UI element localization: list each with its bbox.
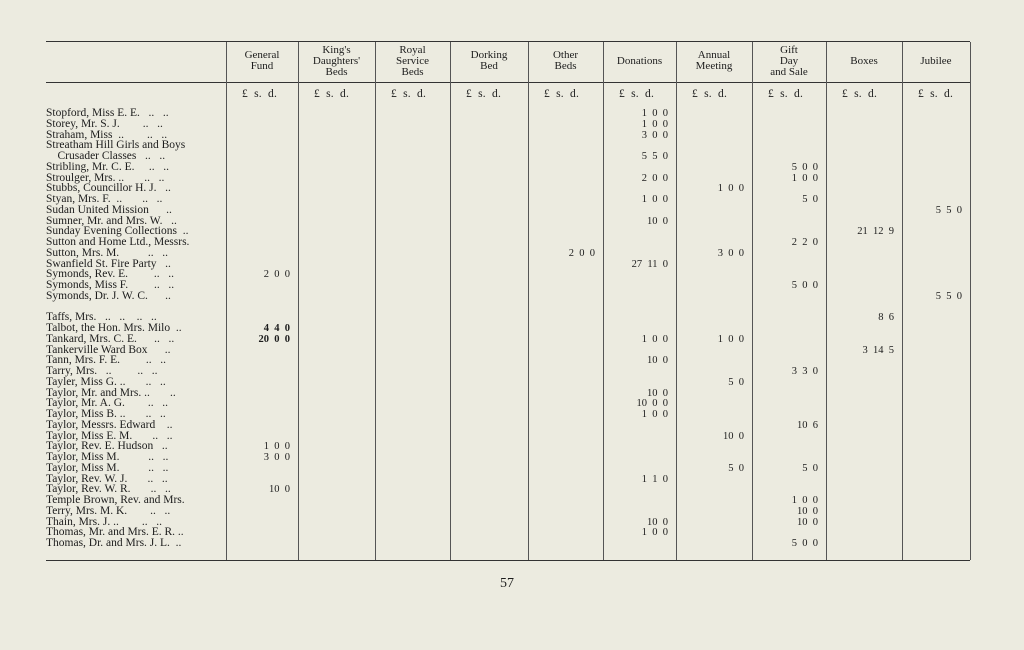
subscriber-name: Crusader Classes .. .. (46, 150, 166, 162)
currency-unit-label: £ s. d. (466, 88, 502, 100)
subscriber-name: Thomas, Dr. and Mrs. J. L. .. (46, 537, 182, 549)
subscriber-name: Stopford, Miss E. E. .. .. (46, 107, 169, 119)
column-divider (298, 42, 299, 560)
amount-cell: 10 0 (647, 516, 668, 528)
currency-unit-label: £ s. d. (692, 88, 728, 100)
column-divider (375, 42, 376, 560)
subscriber-name: Tankard, Mrs. C. E. .. .. (46, 332, 175, 345)
amount-cell: 1 0 0 (717, 183, 744, 195)
amount-cell: 1 0 0 (641, 333, 668, 345)
amount-cell: 2 0 0 (641, 172, 668, 184)
subscriber-name: Thomas, Mr. and Mrs. E. R. .. (46, 526, 184, 539)
subscriber-name: Storey, Mr. S. J. .. .. (46, 117, 163, 130)
subscriber-name: Taylor, Miss M. .. .. (46, 451, 169, 463)
currency-unit-label: £ s. d. (918, 88, 954, 100)
subscriber-name: Taylor, Rev. E. Hudson .. (46, 440, 168, 453)
subscriber-name: Taylor, Messrs. Edward .. (46, 418, 173, 431)
amount-cell: 3 3 0 (791, 366, 818, 377)
amount-cell: 27 11 0 (631, 258, 668, 270)
subscriber-name: Sudan United Mission .. (46, 203, 172, 216)
column-divider (676, 42, 677, 560)
subscriber-name: Streatham Hill Girls and Boys (46, 139, 186, 152)
amount-cell: 5 5 0 (641, 151, 668, 162)
subscriber-name: Talbot, the Hon. Mrs. Milo .. (46, 322, 182, 334)
amount-cell: 10 0 0 (636, 398, 668, 410)
amount-cell: 10 0 (797, 516, 818, 528)
amount-cell: 3 0 0 (641, 129, 668, 141)
column-header: Royal Service Beds (396, 43, 429, 78)
amount-cell: 5 0 0 (791, 161, 818, 173)
amount-cell: 1 0 0 (641, 118, 668, 130)
column-divider (226, 42, 227, 560)
subscriber-name: Sutton, Mrs. M. .. .. (46, 246, 169, 259)
amount-cell: 5 0 (802, 462, 818, 474)
amount-cell: 1 0 0 (641, 194, 668, 205)
subscriber-name: Tarry, Mrs. .. .. .. (46, 365, 158, 377)
amount-cell: 5 5 0 (935, 204, 962, 216)
subscriber-name: Temple Brown, Rev. and Mrs. (46, 494, 185, 506)
amount-cell: 1 0 0 (641, 527, 668, 539)
subscriber-name: Tann, Mrs. F. E. .. .. (46, 354, 166, 367)
subscriber-name: Sutton and Home Ltd., Messrs. (46, 236, 190, 248)
amount-cell: 10 0 (797, 505, 818, 517)
subscriber-name: Sumner, Mr. and Mrs. W. .. (46, 214, 177, 227)
subscriber-name: Taylor, Mr. and Mrs. .. .. (46, 386, 176, 399)
amount-cell: 4 4 0 (263, 323, 290, 334)
amount-cell: 5 0 (728, 462, 744, 474)
subscriber-name: Straham, Miss .. .. .. (46, 128, 168, 141)
column-divider (752, 42, 753, 560)
amount-cell: 1 0 0 (791, 495, 818, 506)
amount-cell: 2 0 0 (568, 247, 595, 259)
amount-cell: 5 0 0 (791, 538, 818, 549)
amount-cell: 3 0 0 (263, 452, 290, 463)
subscriber-name: Tayler, Miss G. .. .. .. (46, 375, 166, 388)
currency-unit-label: £ s. d. (619, 88, 655, 100)
amount-cell: 10 0 (647, 215, 668, 227)
subscriber-name: Taylor, Miss E. M. .. .. (46, 429, 173, 442)
amount-cell: 1 0 0 (641, 108, 668, 119)
amount-cell: 1 0 0 (641, 409, 668, 420)
currency-unit-label: £ s. d. (768, 88, 804, 100)
subscriber-name: Taffs, Mrs. .. .. .. .. (46, 311, 157, 324)
amount-cell: 2 0 0 (263, 269, 290, 281)
amount-cell: 3 0 0 (717, 247, 744, 259)
currency-unit-label: £ s. d. (391, 88, 427, 100)
subscriber-name: Symonds, Miss F. .. .. (46, 279, 175, 291)
subscriber-name: Taylor, Rev. W. J. .. .. (46, 472, 168, 485)
header-bottom-rule (46, 82, 970, 83)
column-divider (902, 42, 903, 560)
amount-cell: 5 0 0 (791, 280, 818, 291)
column-header: Annual Meeting (695, 49, 733, 72)
column-divider (603, 42, 604, 560)
subscriber-name: Styan, Mrs. F. .. .. .. (46, 193, 163, 205)
subscriber-name: Thain, Mrs. J. .. .. .. (46, 515, 162, 528)
amount-cell: 5 0 (802, 194, 818, 205)
amount-cell: 8 6 (878, 312, 894, 324)
amount-cell: 1 0 0 (791, 172, 818, 184)
amount-cell: 5 5 0 (935, 290, 962, 302)
amount-cell: 20 0 0 (258, 333, 290, 345)
column-header: Gift Day and Sale (770, 43, 808, 78)
column-divider (970, 42, 971, 560)
column-header: General Fund (244, 49, 280, 72)
column-divider (450, 42, 451, 560)
column-header: Boxes (850, 54, 878, 67)
amount-cell: 10 6 (797, 419, 818, 431)
table-bottom-rule (46, 560, 970, 561)
column-header: Jubilee (920, 54, 952, 67)
subscriber-name: Taylor, Miss B. .. .. .. (46, 408, 166, 420)
subscriber-name: Terry, Mrs. M. K. .. .. (46, 504, 171, 517)
column-header: King's Daughters' Beds (312, 43, 361, 78)
subscriber-name: Sunday Evening Collections .. (46, 225, 189, 238)
subscriber-name: Taylor, Miss M. .. .. (46, 461, 169, 474)
amount-cell: 10 0 (647, 355, 668, 367)
amount-cell: 10 0 (723, 430, 744, 442)
subscriber-name: Stribling, Mr. C. E. .. .. (46, 160, 169, 173)
amount-cell: 10 0 (647, 387, 668, 399)
column-header: Dorking Bed (470, 49, 508, 72)
subscriber-name: Taylor, Mr. A. G. .. .. (46, 397, 169, 410)
column-header: Donations (616, 54, 663, 67)
amount-cell: 3 14 5 (862, 344, 894, 356)
subscriber-name: Stroulger, Mrs. .. .. .. (46, 171, 165, 184)
currency-unit-label: £ s. d. (242, 88, 278, 100)
currency-unit-label: £ s. d. (314, 88, 350, 100)
amount-cell: 1 0 0 (263, 441, 290, 453)
subscriber-name: Symonds, Rev. E. .. .. (46, 268, 174, 281)
amount-cell: 1 1 0 (641, 473, 668, 485)
amount-cell: 21 12 9 (857, 226, 894, 238)
column-header: Other Beds (552, 49, 579, 72)
page-number: 57 (500, 576, 514, 591)
currency-unit-label: £ s. d. (544, 88, 580, 100)
subscriber-name: Stubbs, Councillor H. J. .. (46, 182, 171, 195)
subscriber-name: Taylor, Rev. W. R. .. .. (46, 483, 171, 496)
column-divider (528, 42, 529, 560)
subscriber-name: Swanfield St. Fire Party .. (46, 257, 171, 270)
amount-cell: 1 0 0 (717, 333, 744, 345)
amount-cell: 2 2 0 (791, 237, 818, 248)
subscriber-name: Tankerville Ward Box .. (46, 343, 171, 356)
currency-unit-label: £ s. d. (842, 88, 878, 100)
column-divider (826, 42, 827, 560)
amount-cell: 5 0 (728, 376, 744, 388)
subscriber-name: Symonds, Dr. J. W. C. .. (46, 289, 171, 302)
amount-cell: 10 0 (269, 484, 290, 496)
